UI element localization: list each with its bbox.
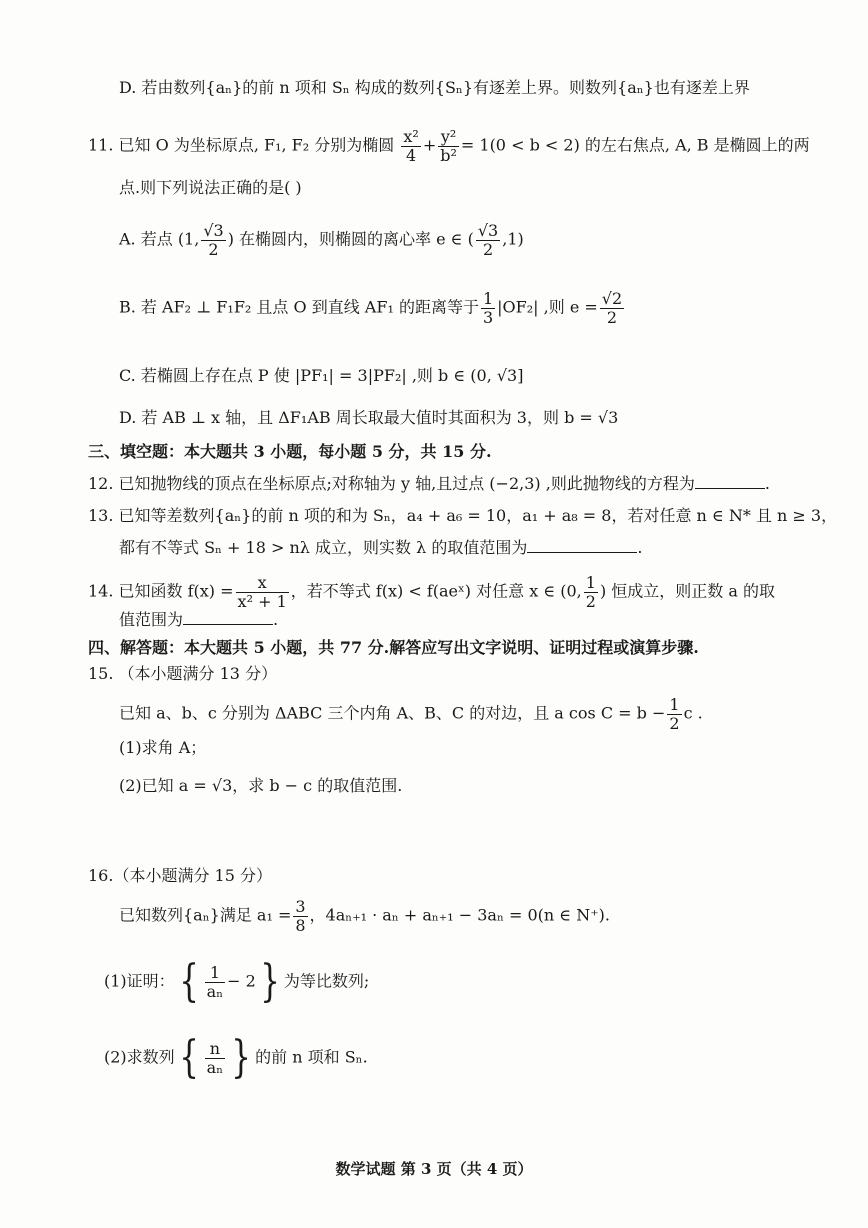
q11-option-b: B. 若 AF₂ ⊥ F₁F₂ 且点 O 到直线 AF₁ 的距离等于 $\frac{1}{3}$ |OF₂| ,则 e = $\frac{√2}{2}$ <box>119 289 623 327</box>
q15-frac: $\frac{1}{2}$ <box>669 695 680 733</box>
left-brace-icon: { <box>178 956 199 1007</box>
section4-header: 四、解答题：本大题共 5 小题，共 77 分.解答应写出文字说明、证明过程或演算步骤. <box>88 638 699 657</box>
q15-stem: 已知 a、b、c 分别为 ΔABC 三个内角 A、B、C 的对边，且 a cos C = b − $\frac{1}{2}$ c . <box>119 695 703 733</box>
q11-a-frac2: $\frac{√3}{2}$ <box>477 221 499 259</box>
q11-stem-line2: 点.则下列说法正确的是( ) <box>119 178 302 197</box>
q11-stem-line1: 11. 已知 O 为坐标原点, F₁, F₂ 分别为椭圆 $\frac{\text{x²}}{4}$ + $\frac{\text{y²}}{\text{b²}}$ = 1(0 < b < 2) 的左右焦点, A, B 是椭圆上的两 <box>88 127 810 165</box>
q12-stem: 12. 已知抛物线的顶点在坐标原点;对称轴为 y 轴,且过点 (−2,3) ,则此抛物线的方程为 . <box>88 474 770 493</box>
q13-stem-line2: 都有不等式 Sₙ + 18 > nλ 成立，则实数 λ 的取值范围为 . <box>119 538 643 557</box>
q14-stem-line1: 14. 已知函数 f(x) = $\frac{x}{\text{x² + 1}}$ ，若不等式 f(x) < f(aeˣ) 对任意 x ∈ (0, $\frac{1}{2}$ ) 恒成立，则正数 a 的取 <box>88 573 775 611</box>
q11-option-a: A. 若点 (1, $\frac{√3}{2}$ ) 在椭圆内，则椭圆的离心率 e ∈ ( $\frac{√3}{2}$ ,1) <box>119 221 524 259</box>
q11-eq-tail: = 1(0 < b < 2) 的左右焦点, A, B 是椭圆上的两 <box>460 135 810 155</box>
q15-part1: (1)求角 A； <box>119 738 207 757</box>
q13-stem-line1: 13. 已知等差数列{aₙ}的前 n 项的和为 Sₙ，a₄ + a₆ = 10，a₁ + a₈ = 8，若对任意 n ∈ N* 且 n ≥ 3， <box>88 506 838 525</box>
q10-option-d: D. 若由数列{aₙ}的前 n 项和 Sₙ 构成的数列{Sₙ}有逐差上界。则数列{aₙ}也有逐差上界 <box>119 78 750 97</box>
q16-part2: (2)求数列{ $\frac{n}{\text{aₙ}}$ } 的前 n 项和 Sₙ. <box>104 1032 368 1083</box>
q13-answer-blank[interactable] <box>527 552 637 553</box>
q16-stem: 已知数列{aₙ}满足 a₁ = $\frac{3}{8}$ ，4aₙ₊₁ · aₙ + aₙ₊₁ − 3aₙ = 0(n ∈ N⁺). <box>119 897 610 935</box>
q11-option-d: D. 若 AB ⊥ x 轴，且 ΔF₁AB 周长取最大值时其面积为 3，则 b = √3 <box>119 408 619 427</box>
q14-answer-blank[interactable] <box>183 624 273 625</box>
q14-frac1: $\frac{x}{\text{x² + 1}}$ <box>237 573 287 611</box>
q14-frac2: $\frac{1}{2}$ <box>585 573 596 611</box>
q11-eq-y-frac: $\frac{\text{y²}}{\text{b²}}$ <box>440 127 457 165</box>
right-brace-icon: } <box>231 1032 251 1083</box>
page-footer: 数学试题 第 3 页（共 4 页） <box>335 1160 533 1178</box>
q11-a-frac1: $\frac{√3}{2}$ <box>203 221 224 259</box>
q12-answer-blank[interactable] <box>695 488 765 489</box>
q11-lead: 11. 已知 O 为坐标原点, F₁, F₂ 分别为椭圆 <box>88 135 395 155</box>
q16-title: 16.（本小题满分 15 分） <box>88 866 272 885</box>
q16-part1: (1)证明：{ $\frac{1}{\text{aₙ}}$ − 2} 为等比数列; <box>104 956 370 1007</box>
q15-part2: (2)已知 a = √3，求 b − c 的取值范围. <box>119 776 403 795</box>
q15-title: 15. （本小题满分 13 分） <box>88 664 278 683</box>
right-brace-icon: } <box>260 956 280 1007</box>
q16-p1-frac: $\frac{1}{\text{aₙ}}$ <box>206 962 224 1001</box>
q16-frac: $\frac{3}{8}$ <box>295 897 306 935</box>
q16-p2-frac: $\frac{n}{\text{aₙ}}$ <box>206 1038 224 1077</box>
q11-b-frac1: $\frac{1}{3}$ <box>482 289 494 327</box>
left-brace-icon: { <box>178 1032 199 1083</box>
section3-header: 三、填空题：本大题共 3 小题，每小题 5 分，共 15 分. <box>88 442 492 461</box>
q11-b-frac2: $\frac{√2}{2}$ <box>601 289 623 327</box>
q11-eq-x-frac: $\frac{\text{x²}}{4}$ <box>403 127 419 165</box>
q14-stem-line2: 值范围为 . <box>119 610 279 629</box>
q11-option-c: C. 若椭圆上存在点 P 使 |PF₁| = 3|PF₂| ,则 b ∈ (0, √3] <box>119 366 524 385</box>
